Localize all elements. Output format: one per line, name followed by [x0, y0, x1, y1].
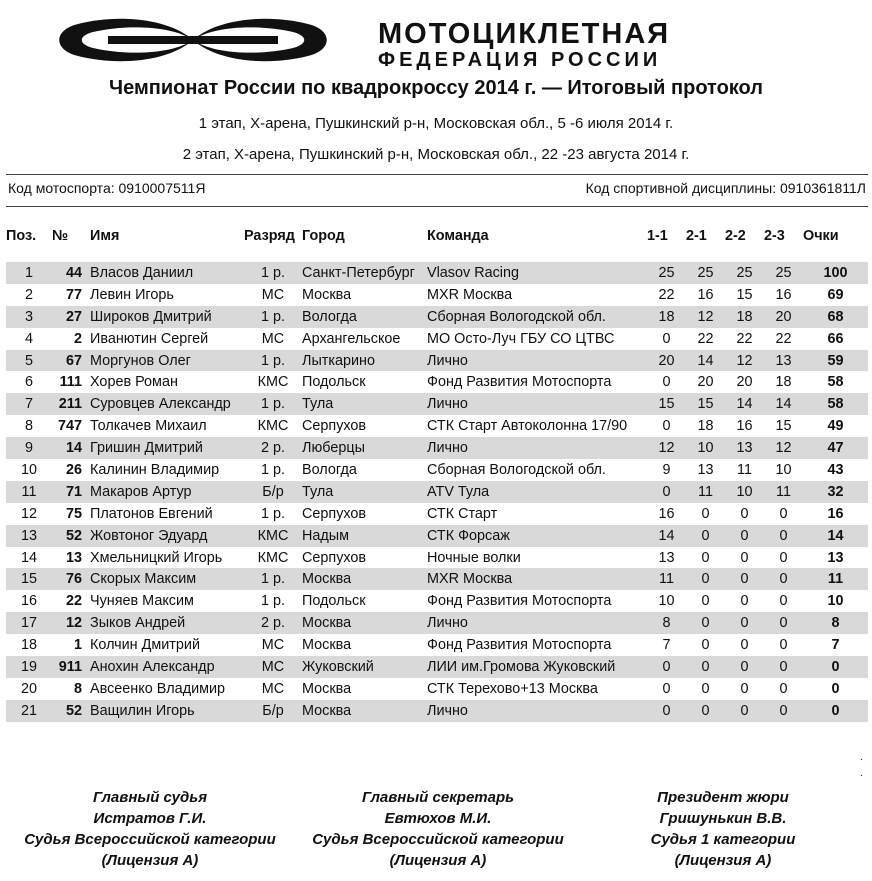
cell-city: Вологда	[302, 461, 357, 478]
cell-race-1-1: 0	[662, 330, 671, 347]
cell-race-2-2: 15	[736, 286, 753, 303]
cell-city: Москва	[302, 286, 352, 303]
table-row	[6, 634, 868, 656]
cell-team: СТК Форсаж	[427, 525, 647, 547]
cell-city: Вологда	[302, 306, 427, 328]
cell-number: 67	[52, 350, 90, 372]
cell-position: 10	[20, 461, 37, 478]
cell-rank: КМС	[257, 374, 289, 391]
cell-race-2-3: 14	[764, 393, 803, 415]
dot-mark: .	[860, 768, 863, 779]
cell-race-2-3: 13	[764, 350, 803, 372]
cell-race-2-2: 0	[740, 680, 749, 697]
cell-number: 14	[52, 437, 90, 459]
cell-city: Тула	[302, 481, 427, 503]
cell-number: 52	[52, 700, 90, 722]
cell-points: 68	[803, 306, 868, 328]
cell-name: Широков Дмитрий	[90, 306, 244, 328]
table-row	[6, 656, 868, 678]
cell-race-2-3: 16	[775, 286, 792, 303]
cell-race-2-3: 0	[764, 612, 803, 634]
results-table	[6, 224, 868, 722]
cell-race-2-2: 10	[725, 481, 764, 503]
cell-race-1-1: 0	[662, 374, 671, 391]
cell-race-2-1: 10	[686, 437, 725, 459]
cell-points: 32	[803, 481, 868, 503]
cell-city: Серпухов	[302, 418, 367, 435]
cell-name: Колчин Дмитрий	[90, 637, 200, 654]
cell-name: Макаров Артур	[90, 481, 244, 503]
table-row	[6, 415, 868, 437]
stage-2-info: 2 этап, Х-арена, Пушкинский р-н, Московская обл., 22 -23 августа 2014 г.	[182, 146, 690, 163]
cell-rank: КМС	[257, 418, 289, 435]
cell-name: Платонов Евгений	[90, 505, 213, 522]
cell-race-2-1: 0	[686, 656, 725, 678]
cell-city: Жуковский	[302, 656, 427, 678]
cell-name: Хмельницкий Игорь	[90, 549, 223, 566]
cell-position: 8	[24, 418, 33, 435]
column-header-race-2-3: 2-3	[764, 228, 785, 244]
cell-rank: 1 р.	[244, 393, 302, 415]
cell-rank: МС	[261, 637, 285, 654]
signature-role: Главный судья	[92, 789, 208, 806]
cell-points: 10	[827, 593, 844, 610]
cell-team: СТК Старт	[427, 505, 498, 522]
cell-team: Сборная Вологодской обл.	[427, 461, 606, 478]
cell-race-1-1: 10	[658, 593, 675, 610]
cell-number: 27	[52, 306, 90, 328]
cell-race-2-2: 14	[725, 393, 764, 415]
cell-race-2-2: 11	[737, 461, 752, 478]
cell-position: 9	[6, 437, 52, 459]
signature-role: Президент жюри	[657, 789, 789, 806]
cell-points: 47	[803, 437, 868, 459]
cell-race-1-1: 0	[647, 481, 686, 503]
cell-points: 58	[827, 374, 844, 391]
cell-rank: 2 р.	[244, 612, 302, 634]
cell-rank: МС	[261, 680, 285, 697]
cell-team: Лично	[427, 393, 647, 415]
table-row	[6, 437, 868, 459]
cell-number: 911	[52, 656, 90, 678]
cell-position: 15	[6, 568, 52, 590]
cell-team: МО Осто-Луч ГБУ СО ЦТВС	[427, 330, 615, 347]
federation-logo-icon	[48, 16, 338, 64]
cell-name: Зыков Андрей	[90, 612, 244, 634]
cell-race-2-1: 20	[697, 374, 714, 391]
table-row	[6, 700, 868, 722]
cell-name: Гришин Дмитрий	[90, 437, 244, 459]
cell-race-2-2: 0	[725, 568, 764, 590]
cell-number: 747	[57, 418, 82, 435]
cell-points: 11	[803, 568, 868, 590]
signature-block-chief-judge	[10, 787, 290, 871]
cell-race-2-3: 0	[779, 549, 788, 566]
cell-race-2-1: 0	[686, 612, 725, 634]
cell-race-2-1: 22	[697, 330, 714, 347]
cell-race-2-3: 0	[764, 568, 803, 590]
cell-rank: 1 р.	[244, 350, 302, 372]
cell-team: СТК Старт Автоколонна 17/90	[427, 418, 628, 435]
cell-race-2-2: 22	[736, 330, 753, 347]
cell-race-2-1: 13	[697, 461, 714, 478]
signature-category: Судья Всероссийской категории	[312, 831, 564, 848]
cell-race-1-1: 15	[647, 393, 686, 415]
table-row	[6, 568, 868, 590]
table-spacer-row	[6, 248, 868, 262]
cell-race-2-1: 25	[686, 262, 725, 284]
signature-category: Судья 1 категории	[650, 831, 796, 848]
table-row	[6, 678, 868, 700]
signature-role: Главный секретарь	[361, 789, 515, 806]
cell-race-1-1: 8	[647, 612, 686, 634]
table-row	[6, 306, 868, 328]
cell-position: 1	[6, 262, 52, 284]
cell-points: 58	[803, 393, 868, 415]
table-row	[6, 393, 868, 415]
cell-rank: КМС	[244, 525, 302, 547]
cell-team: Лично	[427, 700, 647, 722]
cell-name: Чуняев Максим	[90, 593, 194, 610]
cell-race-2-3: 0	[779, 593, 788, 610]
cell-rank: 1 р.	[244, 306, 302, 328]
cell-name: Авсеенко Владимир	[90, 680, 226, 697]
cell-race-2-2: 0	[740, 505, 749, 522]
cell-number: 71	[52, 481, 90, 503]
column-header-number: №	[52, 228, 69, 244]
column-header-race-2-2: 2-2	[725, 228, 746, 244]
cell-race-2-3: 0	[764, 656, 803, 678]
table-row	[6, 262, 868, 284]
cell-team: Лично	[427, 437, 647, 459]
signature-block-chief-secretary	[298, 787, 578, 871]
cell-city: Архангельское	[302, 330, 401, 347]
cell-race-2-3: 22	[775, 330, 792, 347]
table-row	[6, 459, 868, 481]
federation-name-line2: ФЕДЕРАЦИЯ РОССИИ	[378, 49, 662, 71]
cell-race-2-3: 0	[779, 505, 788, 522]
cell-race-2-3: 15	[775, 418, 792, 435]
cell-number: 12	[52, 612, 90, 634]
cell-rank: 1 р.	[244, 262, 302, 284]
column-header-race-1-1: 1-1	[647, 228, 668, 244]
cell-rank: 1 р.	[260, 461, 285, 478]
table-row	[6, 481, 868, 503]
cell-race-1-1: 14	[647, 525, 686, 547]
cell-number: 77	[65, 286, 82, 303]
federation-name-line1: МОТОЦИКЛЕТНАЯ	[378, 18, 671, 50]
cell-race-2-1: 14	[686, 350, 725, 372]
cell-position: 7	[6, 393, 52, 415]
table-row	[6, 590, 868, 612]
cell-race-1-1: 18	[647, 306, 686, 328]
cell-name: Иванютин Сергей	[90, 330, 209, 347]
signature-license: (Лицензия А)	[674, 852, 772, 869]
cell-position: 14	[20, 549, 37, 566]
signature-name: Евтюхов М.И.	[384, 810, 492, 827]
table-row	[6, 371, 868, 393]
cell-race-2-1: 0	[701, 637, 710, 654]
cell-rank: 1 р.	[260, 593, 285, 610]
cell-city: Санкт-Петербург	[302, 262, 427, 284]
cell-city: Серпухов	[302, 505, 367, 522]
cell-position: 18	[20, 637, 37, 654]
cell-position: 20	[20, 680, 37, 697]
signature-name: Истратов Г.И.	[93, 810, 207, 827]
cell-name: Ващилин Игорь	[90, 700, 244, 722]
cell-team: СТК Терехово+13 Москва	[427, 680, 598, 697]
cell-team: Сборная Вологодской обл.	[427, 306, 647, 328]
cell-race-1-1: 0	[647, 656, 686, 678]
cell-rank: 1 р.	[244, 568, 302, 590]
cell-name: Хорев Роман	[90, 374, 178, 391]
stage-1-info: 1 этап, Х-арена, Пушкинский р-н, Московская обл., 5 -6 июля 2014 г.	[198, 115, 674, 132]
cell-points: 7	[831, 637, 840, 654]
table-row	[6, 350, 868, 372]
cell-race-1-1: 12	[647, 437, 686, 459]
cell-race-1-1: 9	[662, 461, 671, 478]
cell-number: 2	[73, 330, 82, 347]
cell-race-2-1: 0	[686, 525, 725, 547]
cell-race-1-1: 0	[647, 700, 686, 722]
cell-race-2-2: 25	[725, 262, 764, 284]
cell-points: 16	[827, 505, 844, 522]
cell-position: 6	[24, 374, 33, 391]
signature-license: (Лицензия А)	[101, 852, 199, 869]
cell-race-2-3: 0	[779, 680, 788, 697]
cell-team: Лично	[427, 612, 647, 634]
cell-rank: Б/р	[244, 481, 302, 503]
signature-name: Гришунькин В.В.	[659, 810, 787, 827]
cell-race-1-1: 16	[658, 505, 675, 522]
table-row	[6, 525, 868, 547]
cell-name: Суровцев Александр	[90, 393, 244, 415]
cell-points: 8	[803, 612, 868, 634]
cell-team: Фонд Развития Мотоспорта	[427, 637, 612, 654]
cell-team: Фонд Развития Мотоспорта	[427, 593, 612, 610]
cell-race-2-1: 15	[686, 393, 725, 415]
cell-race-2-3: 12	[764, 437, 803, 459]
sport-code: Код мотоспорта: 0910007511Я	[8, 180, 206, 196]
cell-position: 5	[6, 350, 52, 372]
cell-team: Vlasov Racing	[427, 262, 647, 284]
cell-number: 13	[65, 549, 82, 566]
column-header-city: Город	[302, 228, 345, 244]
cell-points: 0	[803, 700, 868, 722]
cell-race-1-1: 0	[662, 680, 671, 697]
cell-city: Москва	[302, 700, 427, 722]
cell-race-2-1: 0	[701, 549, 710, 566]
cell-race-2-3: 11	[764, 481, 803, 503]
table-header-row	[6, 224, 868, 248]
cell-race-2-2: 13	[725, 437, 764, 459]
cell-race-2-3: 10	[775, 461, 792, 478]
cell-position: 11	[6, 481, 52, 503]
cell-position: 13	[6, 525, 52, 547]
cell-city: Подольск	[302, 374, 366, 391]
cell-team: ЛИИ им.Громова Жуковский	[427, 656, 647, 678]
cell-name: Моргунов Олег	[90, 350, 244, 372]
table-row	[6, 503, 868, 525]
cell-team: Лично	[427, 350, 647, 372]
signature-block-jury-president	[583, 787, 863, 871]
column-header-rank: Разряд	[244, 228, 295, 244]
cell-city: Серпухов	[302, 549, 367, 566]
cell-name: Левин Игорь	[90, 286, 174, 303]
cell-race-2-2: 0	[725, 700, 764, 722]
cell-race-2-1: 12	[686, 306, 725, 328]
cell-number: 76	[52, 568, 90, 590]
cell-race-1-1: 25	[647, 262, 686, 284]
table-row	[6, 547, 868, 569]
cell-position: 3	[6, 306, 52, 328]
cell-position: 17	[6, 612, 52, 634]
cell-team: ATV Тула	[427, 481, 647, 503]
cell-position: 19	[6, 656, 52, 678]
cell-race-2-3: 0	[764, 700, 803, 722]
cell-team: MXR Москва	[427, 568, 647, 590]
table-row	[6, 328, 868, 350]
cell-race-2-1: 16	[697, 286, 714, 303]
cell-position: 4	[24, 330, 33, 347]
cell-race-2-2: 18	[725, 306, 764, 328]
cell-race-2-2: 20	[736, 374, 753, 391]
cell-race-2-2: 16	[736, 418, 753, 435]
cell-race-2-2: 0	[725, 525, 764, 547]
cell-name: Калинин Владимир	[90, 461, 220, 478]
dot-mark: .	[860, 752, 863, 763]
cell-position: 12	[20, 505, 37, 522]
cell-race-2-1: 11	[686, 481, 725, 503]
cell-rank: 1 р.	[260, 505, 285, 522]
cell-number: 52	[52, 525, 90, 547]
cell-team: Ночные волки	[427, 549, 521, 566]
cell-race-2-3: 0	[779, 637, 788, 654]
cell-number: 8	[73, 680, 82, 697]
signature-license: (Лицензия А)	[389, 852, 487, 869]
cell-name: Скорых Максим	[90, 568, 244, 590]
cell-race-1-1: 20	[647, 350, 686, 372]
cell-number: 22	[65, 593, 82, 610]
cell-race-2-3: 0	[764, 525, 803, 547]
cell-points: 69	[827, 286, 844, 303]
column-header-race-2-1: 2-1	[686, 228, 707, 244]
cell-number: 26	[65, 461, 82, 478]
cell-points: 100	[803, 262, 868, 284]
cell-race-1-1: 22	[658, 286, 675, 303]
column-header-position: Поз.	[6, 228, 37, 244]
cell-race-2-1: 0	[686, 568, 725, 590]
cell-city: Москва	[302, 637, 352, 654]
column-header-points: Очки	[803, 228, 839, 244]
cell-position: 16	[20, 593, 37, 610]
divider-codes	[6, 206, 868, 207]
column-header-name: Имя	[90, 228, 120, 244]
cell-race-2-1: 0	[701, 593, 710, 610]
cell-race-1-1: 7	[662, 637, 671, 654]
cell-position: 2	[24, 286, 33, 303]
cell-race-2-3: 18	[775, 374, 792, 391]
cell-race-2-1: 0	[701, 680, 710, 697]
cell-city: Лыткарино	[302, 350, 427, 372]
divider-top	[6, 174, 868, 175]
codes-row	[8, 180, 866, 196]
cell-city: Москва	[302, 680, 352, 697]
cell-race-2-1: 0	[701, 505, 710, 522]
cell-points: 0	[803, 656, 868, 678]
cell-city: Люберцы	[302, 437, 427, 459]
cell-race-2-1: 0	[686, 700, 725, 722]
page-title: Чемпионат России по квадрокроссу 2014 г. — Итоговый протокол	[109, 77, 763, 99]
cell-rank: Б/р	[244, 700, 302, 722]
cell-race-2-2: 0	[725, 612, 764, 634]
table-row	[6, 612, 868, 634]
cell-number: 75	[65, 505, 82, 522]
cell-name: Толкачев Михаил	[90, 418, 207, 435]
cell-city: Москва	[302, 612, 427, 634]
cell-city: Москва	[302, 568, 427, 590]
cell-race-2-1: 18	[697, 418, 714, 435]
table-spacer-cell	[6, 248, 868, 262]
cell-race-2-2: 0	[740, 637, 749, 654]
cell-number: 44	[52, 262, 90, 284]
cell-rank: 2 р.	[244, 437, 302, 459]
cell-points: 14	[803, 525, 868, 547]
cell-points: 49	[827, 418, 844, 435]
cell-race-2-2: 0	[740, 593, 749, 610]
cell-points: 43	[827, 461, 844, 478]
cell-points: 59	[803, 350, 868, 372]
cell-number: 1	[73, 637, 82, 654]
cell-name: Анохин Александр	[90, 656, 244, 678]
cell-city: Надым	[302, 525, 427, 547]
cell-rank: КМС	[257, 549, 289, 566]
cell-points: 0	[831, 680, 840, 697]
cell-race-2-2: 0	[725, 656, 764, 678]
cell-race-2-3: 20	[764, 306, 803, 328]
cell-position: 21	[6, 700, 52, 722]
cell-team: Фонд Развития Мотоспорта	[427, 374, 612, 391]
cell-city: Подольск	[302, 593, 366, 610]
federation-wordmark	[378, 20, 838, 70]
table-row	[6, 284, 868, 306]
cell-number: 211	[52, 393, 90, 415]
cell-race-2-3: 25	[764, 262, 803, 284]
cell-team: MXR Москва	[427, 286, 513, 303]
column-header-team: Команда	[427, 228, 489, 244]
discipline-code: Код спортивной дисциплины: 0910361811Л	[585, 180, 866, 196]
cell-race-1-1: 11	[647, 568, 686, 590]
cell-name: Власов Даниил	[90, 262, 244, 284]
cell-name: Жовтоног Эдуард	[90, 525, 244, 547]
cell-points: 13	[827, 549, 844, 566]
cell-city: Тула	[302, 393, 427, 415]
cell-race-2-2: 0	[740, 549, 749, 566]
signature-category: Судья Всероссийской категории	[24, 831, 276, 848]
cell-race-1-1: 0	[662, 418, 671, 435]
cell-rank: МС	[261, 286, 285, 303]
cell-points: 66	[827, 330, 844, 347]
cell-race-1-1: 13	[658, 549, 675, 566]
cell-rank: МС	[244, 656, 302, 678]
cell-number: 111	[59, 374, 82, 391]
cell-race-2-2: 12	[725, 350, 764, 372]
cell-rank: МС	[261, 330, 285, 347]
